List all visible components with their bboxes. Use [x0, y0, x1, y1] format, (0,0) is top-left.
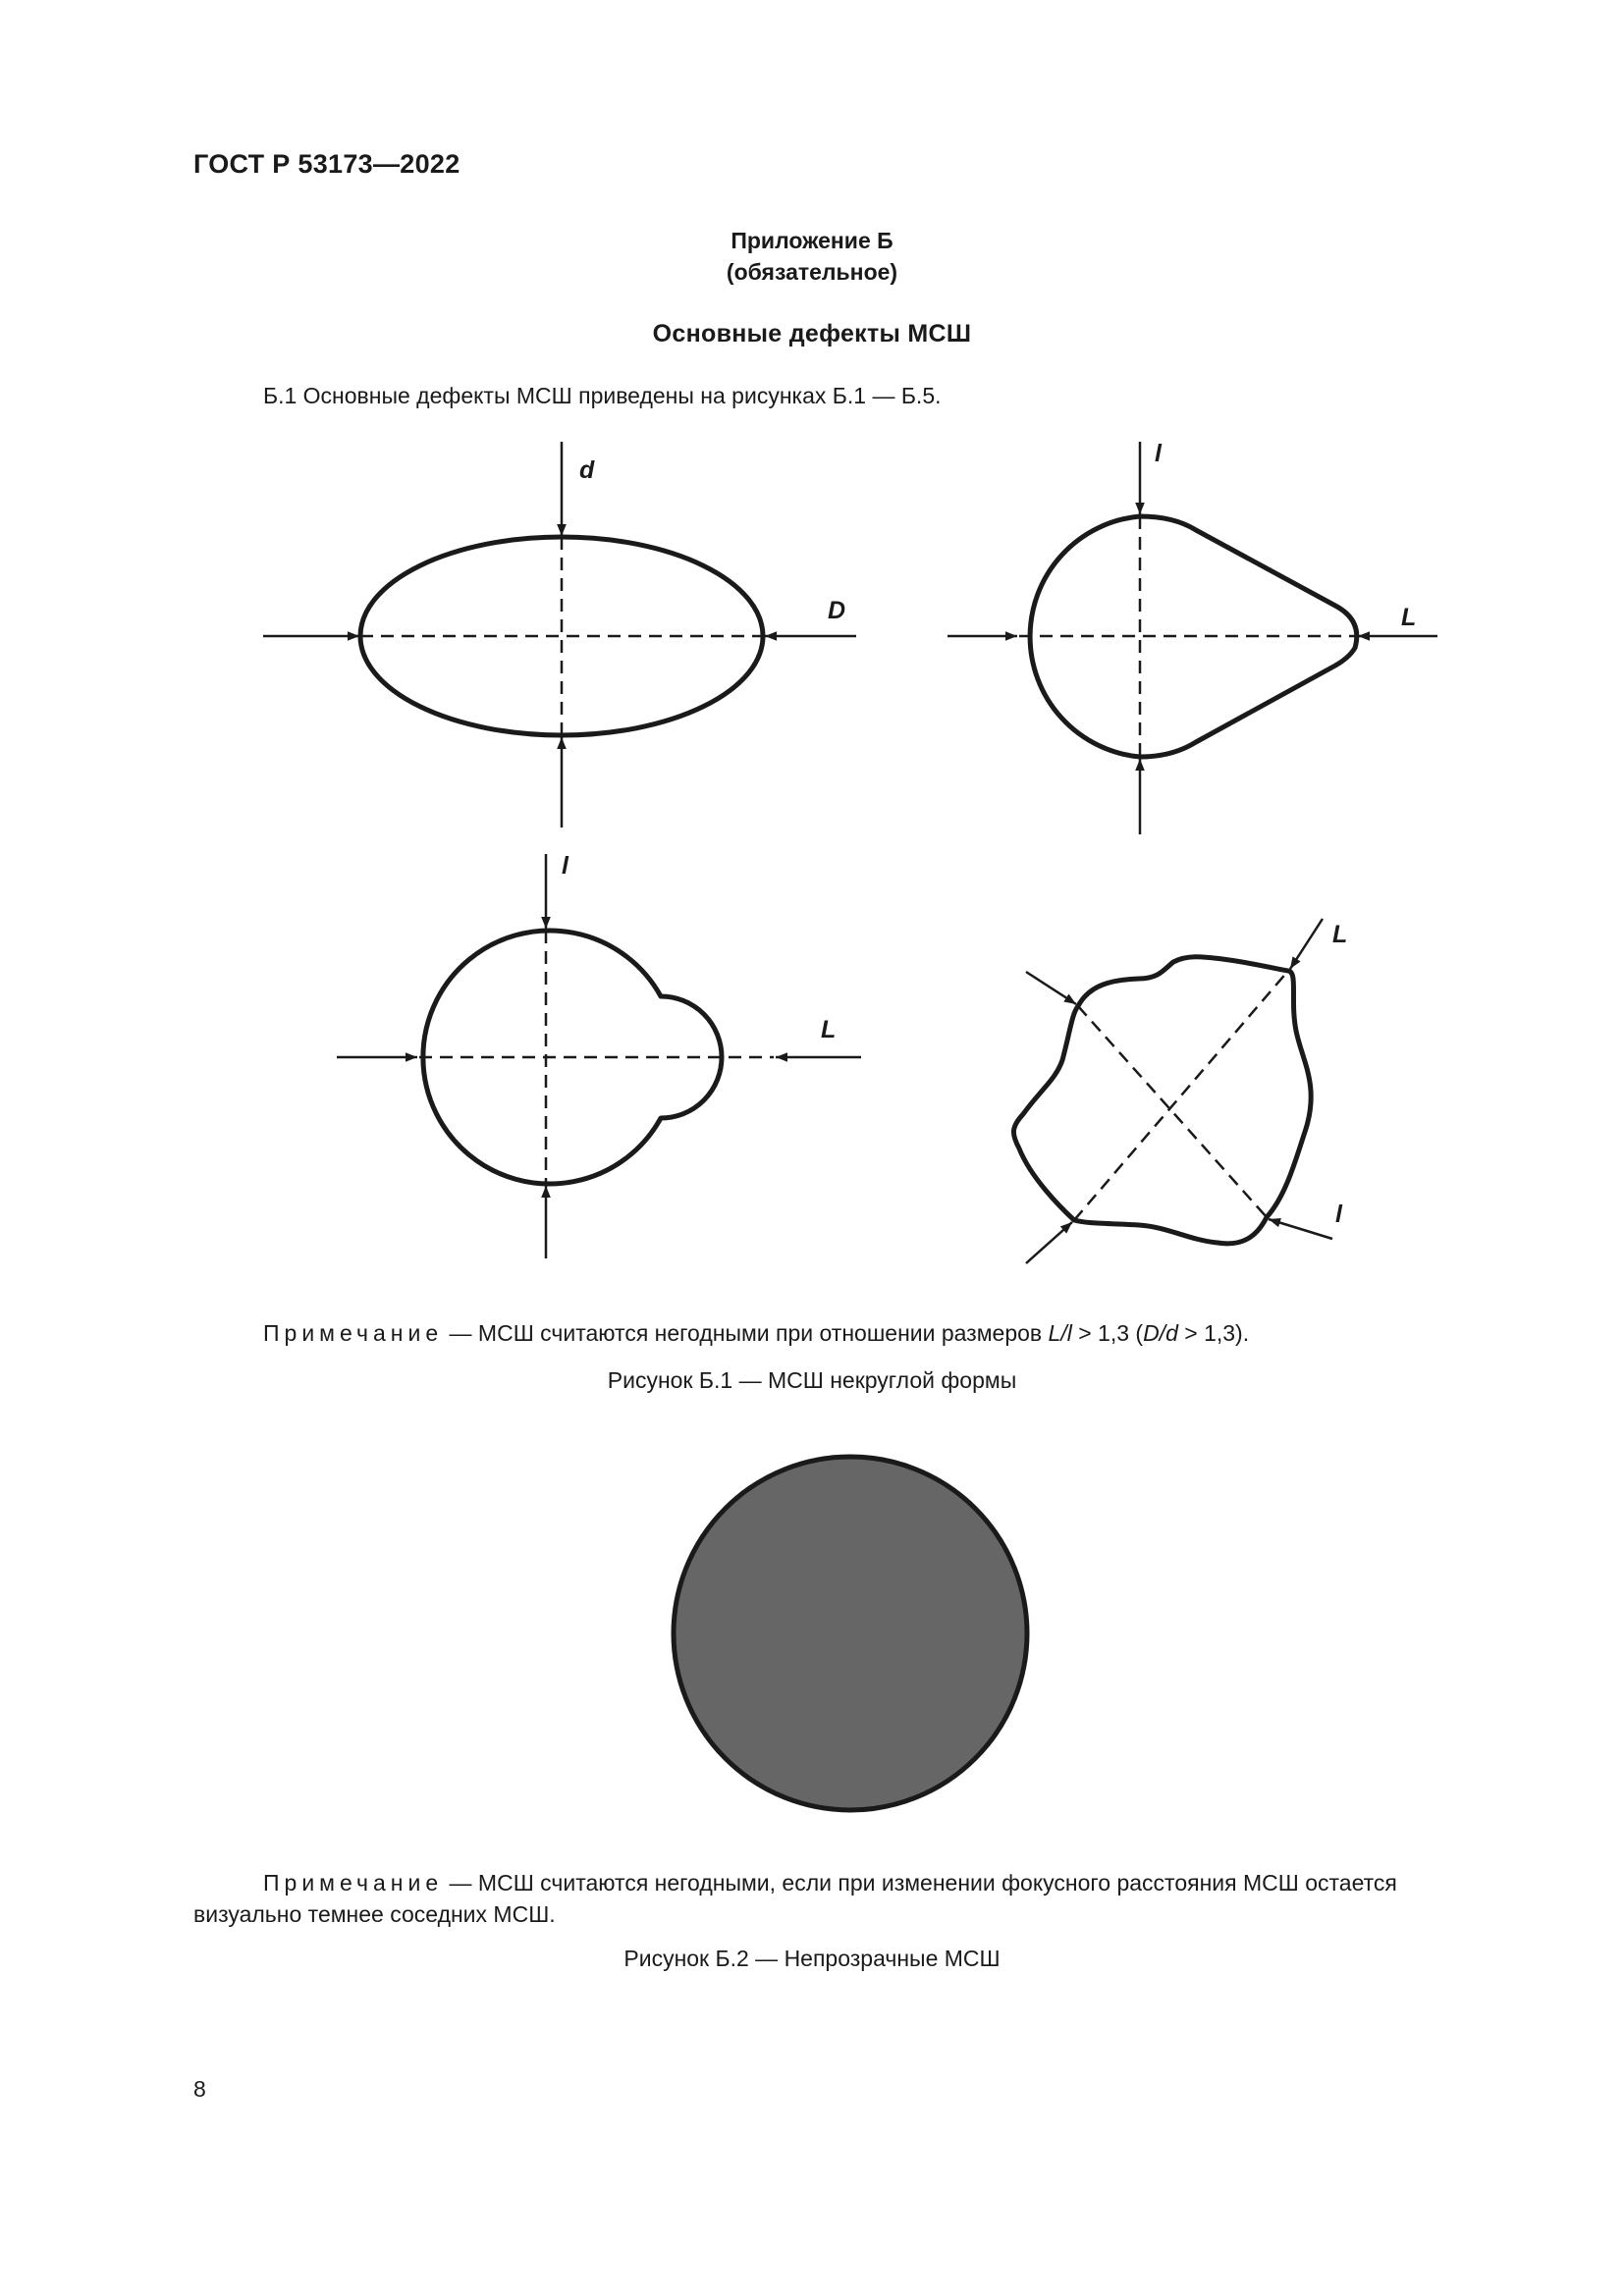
label-D: D [828, 597, 846, 624]
label-l-teardrop: l [1155, 440, 1162, 467]
figure2-caption: Рисунок Б.2 — Непрозрачные МСШ [623, 1946, 1001, 1971]
irregular-defect-shape [1013, 919, 1347, 1263]
note-ratio-Ll: L/l [1048, 1320, 1072, 1346]
figure2-note [193, 1867, 1509, 1930]
figure1-note [263, 1320, 1249, 1347]
label-l-bulb: l [562, 852, 568, 880]
note-text-b: > 1,3 ( [1071, 1320, 1144, 1346]
note-prefix: Примечание [263, 1320, 444, 1346]
standard-header: ГОСТ Р 53173—2022 [193, 149, 460, 179]
ellipse-defect-shape [263, 442, 856, 828]
intro-paragraph: Б.1 Основные дефекты МСШ приведены на рисунках Б.1 — Б.5. [263, 383, 942, 408]
teardrop-defect-shape [947, 440, 1437, 834]
bulb-defect-shape [337, 852, 861, 1258]
note-ratio-Dd: D/d [1143, 1320, 1178, 1346]
label-L-teardrop: L [1401, 604, 1417, 631]
note-text: — МСШ считаются негодными, если при изменении фокусного расстояния МСШ остается визуально темнее соседних МСШ. [193, 1870, 1397, 1927]
label-L-bulb: L [821, 1016, 837, 1043]
note-text-c: > 1,3). [1177, 1320, 1250, 1346]
note-prefix: Примечание [263, 1870, 444, 1896]
figure1-caption: Рисунок Б.1 — МСШ некруглой формы [607, 1367, 1017, 1393]
page-number: 8 [193, 2076, 206, 2102]
label-L-irregular: L [1332, 921, 1348, 948]
label-d: d [579, 456, 595, 484]
annex-status: (обязательное) [726, 259, 898, 285]
annex-title: Приложение Б [731, 228, 893, 253]
note-text-a: — МСШ считаются негодными при отношении размеров [443, 1320, 1049, 1346]
section-title: Основные дефекты МСШ [652, 320, 972, 347]
label-l-irregular: l [1335, 1201, 1342, 1228]
opaque-circle-shape [674, 1457, 1027, 1810]
